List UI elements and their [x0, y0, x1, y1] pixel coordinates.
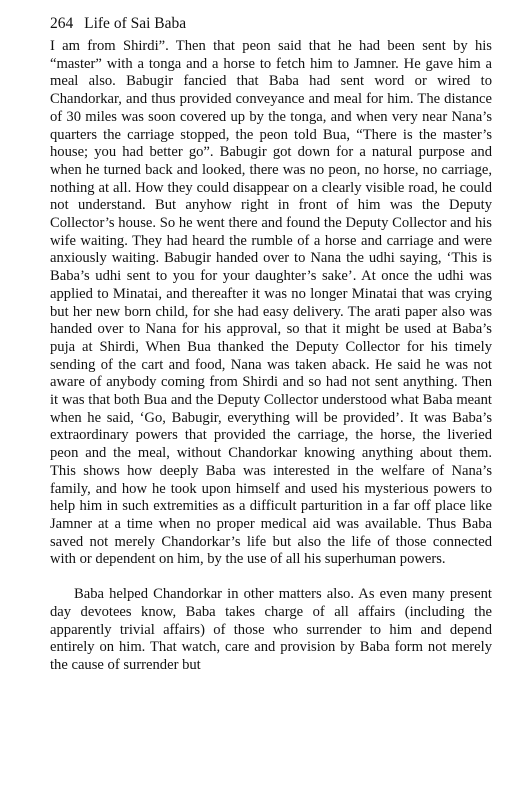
running-title: Life of Sai Baba: [84, 15, 187, 32]
body-paragraph-2: Baba helped Chandorkar in other matters also. As even many present day devotees know, Baba takes charge of all affairs (including the apparently trivial affairs) of those who surrender to him and depend entirely on him. That watch, care and provision by Baba form not merely the cause of surrender but: [50, 586, 492, 673]
page-number: 264: [50, 15, 74, 32]
running-header: [50, 14, 492, 34]
body-paragraph-1: I am from Shirdi”. Then that peon said that he had been sent by his “master” with a tonga and a horse to fetch him to Jamner. He gave him a meal also. Babugir fancied that Baba had sent word or wired to Chandorkar, and thus provided conveyance and meal for him. The distance of 30 miles was soon covered up by the tonga, and when very near Nana’s quarters the carriage stopped, the peon told Bua, “There is the master’s house; you had better go”. Babugir got down for a natural purpose and when he turned back and looked, there was no peon, no horse, no carriage, nothing at all. How they could disappear on a clearly visible road, he could not understand. But anyhow right in front of him was the Deputy Collector’s house. So he went there and found the Deputy Collector and his wife waiting. They had heard the rumble of a horse and carriage and were anxiously waiting. Babugir handed over to Nana the udhi saying, ‘This is Baba’s udhi sent to you for your daughter’s sake’. At once the udhi was applied to Minatai, and thereafter it was no longer Minatai that was crying but her new born child, for she had easy delivery. The arati paper also was handed over to Nana for his approval, so that it might be used at Baba’s puja at Shirdi, When Bua thanked the Deputy Collector for his timely sending of the cart and food, Nana was taken aback. He said he was not aware of anybody coming from Shirdi and so had not sent anything. Then it was that both Bua and the Deputy Collector understood what Baba meant when he said, ‘Go, Babugir, everything will be provided’. It was Baba’s extraordinary powers that provided the carriage, the horse, the liveried peon and the meal, without Chandorkar knowing anything about them. This shows how deeply Baba was interested in the welfare of Nana’s family, and how he took upon himself and used his mysterious powers to help him in such extremities as a difficult parturition in a far off place like Jamner at a time when no proper medical aid was available. Thus Baba saved not merely Chandorkar’s life but also the life of those connected with or dependent on him, by the use of all his superhuman powers.: [50, 38, 492, 568]
